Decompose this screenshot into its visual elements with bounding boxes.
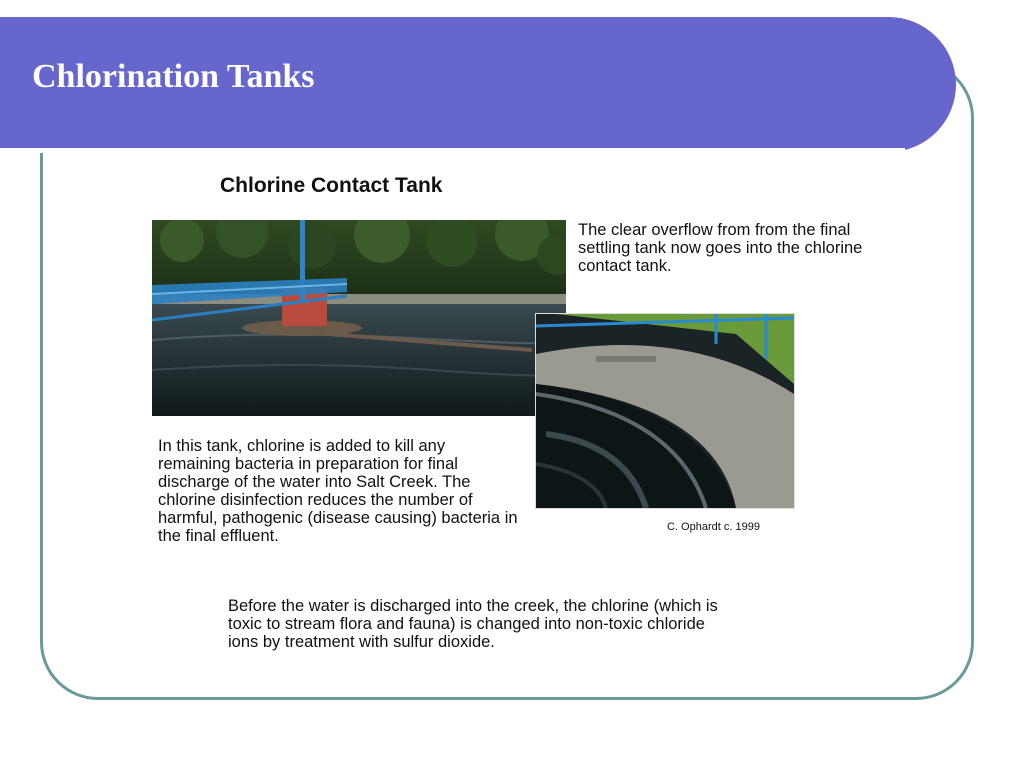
overflow-text: The clear overflow from from the final settling tank now goes into the chlorine contact tank. [578,221,863,275]
discharge-text: Before the water is discharged into the creek, the chlorine (which is toxic to stream flora and fauna) is changed into non-toxic chloride ions by treatment with sulfur dioxide. [228,597,718,651]
slide-title: Chlorination Tanks [32,58,315,95]
section-heading: Chlorine Contact Tank [220,174,443,197]
photo-credit: C. Ophardt c. 1999 [667,521,760,533]
title-underline [0,148,905,153]
tank-overview-photo [152,220,566,416]
tank-weir-photo [535,313,795,509]
description-text: In this tank, chlorine is added to kill any remaining bacteria in preparation for final discharge of the water into Salt Creek. The chlorine disinfection reduces the number of harmful, pathogenic (disease causing) bacteria in the final effluent. [158,437,518,545]
